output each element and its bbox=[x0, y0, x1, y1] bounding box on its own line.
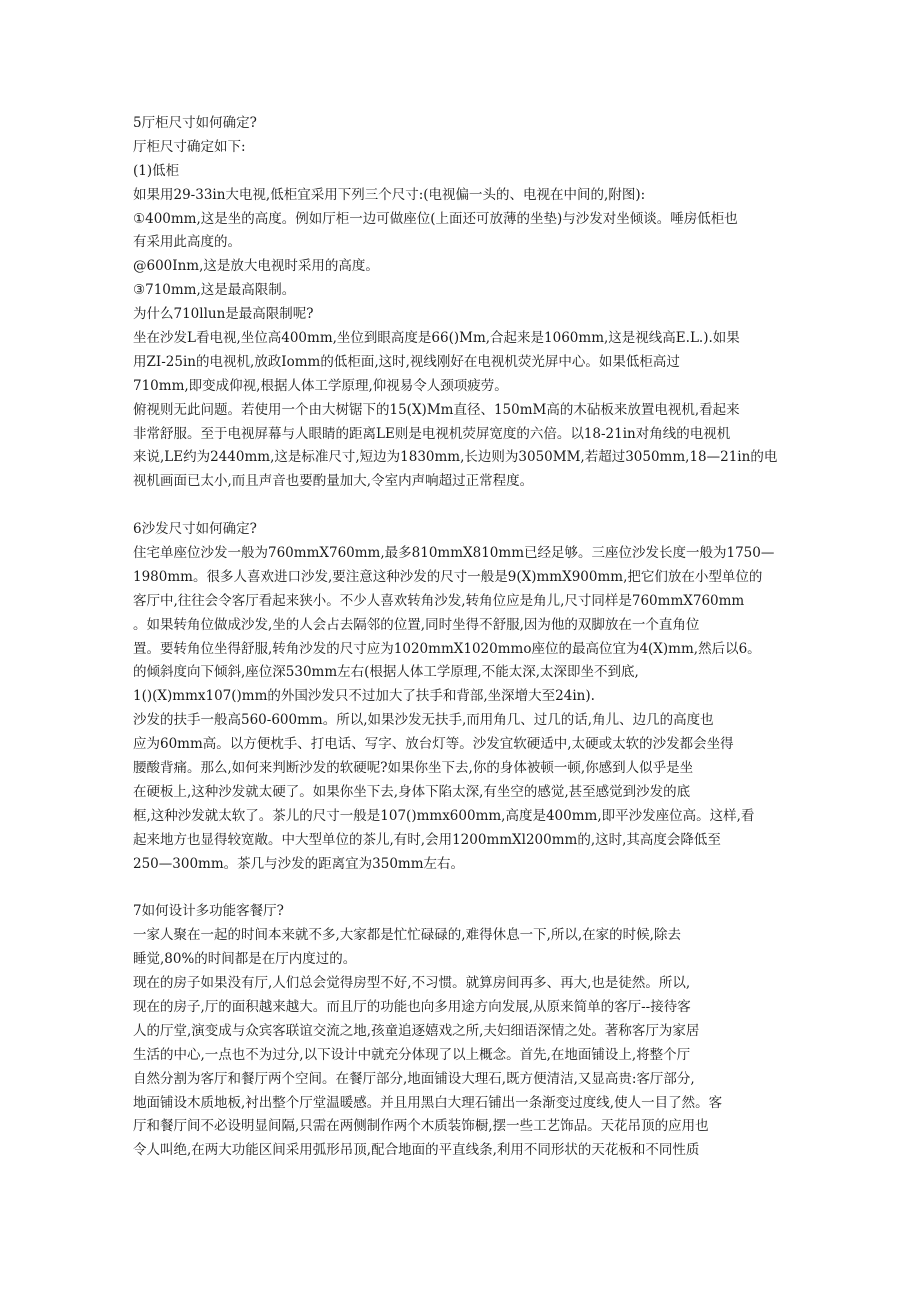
text-line: 厅和餐厅间不必设明显间隔,只需在两侧制作两个木质装饰橱,摆一些工艺饰品。天花吊顶的应用也 bbox=[133, 1118, 709, 1135]
text-line: 置。要转角位坐得舒服,转角沙发的尺寸应为1020mmX1020mmo座位的最高位宜为4(X)mm,然后以6。 bbox=[133, 640, 761, 657]
text-line: 用ZI-25in的电视机,放政Iomm的低柜面,这时,视线刚好在电视机荧光屏中心。如果低柜高过 bbox=[133, 353, 680, 370]
text-line: 起来地方也显得较宽敞。中大型单位的茶儿,有时,会用1200mmXl200mm的,这时,其高度会降低至 bbox=[133, 831, 721, 848]
text-line: 生活的中心,一点也不为过分,以下设计中就充分体现了以上概念。首先,在地面铺设上,将整个厅 bbox=[133, 1046, 691, 1063]
text-line: 腰酸背痛。那么,如何来判断沙发的软硬呢?如果你坐下去,你的身体被顿一顿,你感到人似乎是坐 bbox=[133, 760, 694, 777]
text-line: 应为60mm高。以方便枕手、打电话、写字、放台灯等。沙发宜软硬适中,太硬或太软的沙发都会坐得 bbox=[133, 736, 734, 753]
text-line: 视机画面已太小,而且声音也要酌量加大,令室内声响超过正常程度。 bbox=[133, 473, 534, 490]
text-line: 令人叫绝,在两大功能区间采用弧形吊顶,配合地面的平直线条,利用不同形状的天花板和不同性质 bbox=[133, 1142, 700, 1159]
text-line: 1980mm。很多人喜欢进口沙发,要注意这种沙发的尺寸一般是9(X)mmX900mm,把它们放在小型单位的 bbox=[133, 568, 763, 585]
text-line: 有采用此高度的。 bbox=[133, 234, 241, 251]
text-line: 厅柜尺寸确定如下: bbox=[133, 138, 246, 155]
text-line: 一家人聚在一起的时间本来就不多,大家都是忙忙碌碌的,难得休息一下,所以,在家的时候,除去 bbox=[133, 927, 681, 944]
section-spacer bbox=[133, 494, 793, 518]
text-line: 1()(X)mmx107()mm的外国沙发只不过加大了扶手和背部,坐深增大至24in). bbox=[133, 688, 595, 705]
text-line: (1)低柜 bbox=[133, 162, 180, 179]
section-7-heading: 7如何设计多功能客餐厅? bbox=[133, 903, 284, 920]
text-line: 现在的房子,厅的面积越来越大。而且厅的功能也向多用途方向发展,从原来简单的客厅--接待客 bbox=[133, 998, 691, 1015]
text-line: 沙发的扶手一般高560-600mm。所以,如果沙发无扶手,而用角几、过几的话,角儿、边几的高度也 bbox=[133, 712, 714, 729]
text-line: 。如果转角位做成沙发,坐的人会占去隔邻的位置,同时坐得不舒服,因为他的双脚放在一个直角位 bbox=[133, 616, 700, 633]
section-6-heading: 6沙发尺寸如何确定? bbox=[133, 521, 257, 538]
text-line: 如果用29-33in大电视,低柜宜采用下列三个尺寸:(电视偏一头的、电视在中间的,附图): bbox=[133, 186, 646, 203]
text-line: 睡觉,80%的时间都是在厅内度过的。 bbox=[133, 951, 357, 968]
text-line: 住宅单座位沙发一般为760mmX760mm,最多810mmX810mm已经足够。三座位沙发长度一般为1750— bbox=[133, 545, 775, 562]
text-line: 在硬板上,这种沙发就太硬了。如果你坐下去,身体下陷太深,有坐空的感觉,甚至感觉到沙发的底 bbox=[133, 783, 691, 800]
section-5-heading: 5厅柜尺寸如何确定? bbox=[133, 115, 257, 131]
document-body bbox=[133, 112, 793, 1163]
text-line: 710mm,即变成仰视,根据人体工学原理,仰视易令人颈项疲劳。 bbox=[133, 377, 508, 394]
text-line: 的倾斜度向下倾斜,座位深530mm左右(根据人体工学原理,不能太深,太深即坐不到底, bbox=[133, 664, 639, 681]
text-line: 自然分割为客厅和餐厅两个空间。在餐厅部分,地面铺设大理石,既方便清洁,又显高贵:客厅部分, bbox=[133, 1070, 695, 1087]
section-spacer bbox=[133, 877, 793, 901]
text-line: 人的厅堂,演变成与众宾客联谊交流之地,孩童追逐嬉戏之所,夫妇细语深情之处。著称客厅为家居 bbox=[133, 1022, 700, 1039]
text-line: @600Inm,这是放大电视时采用的高度。 bbox=[133, 258, 379, 275]
text-line: 坐在沙发L看电视,坐位高400mm,坐位到眼高度是66()Mm,合起来是1060mm,这是视线高E.L.).如果 bbox=[133, 330, 740, 347]
text-line: 现在的房子如果没有厅,人们总会觉得房型不好,不习惯。就算房间再多、再大,也是徒然。所以, bbox=[133, 975, 691, 992]
text-line: 250—300mm。茶几与沙发的距离宜为350mm左右。 bbox=[133, 855, 465, 872]
text-line: ③710mm,这是最高限制。 bbox=[133, 282, 296, 299]
text-line: 地面铺设木质地板,衬出整个厅堂温暖感。并且用黑白大理石铺出一条渐变过度线,使人一目了然。客 bbox=[133, 1094, 723, 1111]
text-line: 俯视则无此问题。若使用一个由大树锯下的15(X)Mm直径、150mM高的木砧板来放置电视机,看起来 bbox=[133, 401, 740, 418]
text-line: ①400mm,这是坐的高度。例如厅柜一边可做座位(上面还可放薄的坐垫)与沙发对坐倾谈。唾房低柜也 bbox=[133, 210, 738, 227]
text-line: 客厅中,往往会令客厅看起来狭小。不少人喜欢转角沙发,转角位应是角儿,尺寸同样是760mmX760mm bbox=[133, 592, 745, 609]
text-line: 为什么710llun是最高限制呢? bbox=[133, 306, 314, 323]
text-line: 来说,LE约为2440mm,这是标准尺寸,短边为1830mm,长边则为3050MM,若超过3050mm,18—21in的电 bbox=[133, 449, 778, 466]
text-line: 框,这种沙发就太软了。茶儿的尺寸一般是107()mmx600mm,高度是400mm,即平沙发座位高。这样,看 bbox=[133, 807, 755, 824]
text-line: 非常舒服。至于电视屏幕与人眼睛的距离LE则是电视机荧屏宽度的六倍。以18-21in对角线的电视机 bbox=[133, 425, 731, 442]
